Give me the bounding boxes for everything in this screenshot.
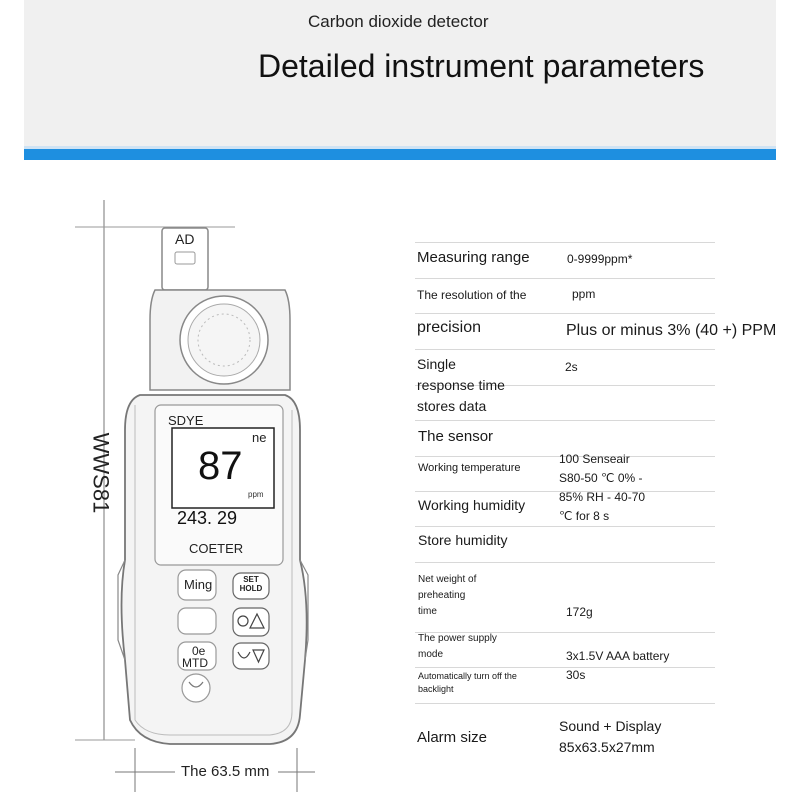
row-divider	[415, 313, 715, 314]
spec-net-weight-line3: time	[418, 606, 437, 617]
spec-backlight-value: 30s	[566, 668, 586, 682]
spec-sensor-value-line4: ℃ for 8 s	[559, 509, 610, 523]
spec-backlight-label-line2: backlight	[418, 684, 454, 694]
height-dimension-label: WWS81	[88, 432, 114, 514]
button-ming-label: Ming	[184, 577, 213, 592]
screen-unit: ppm	[248, 490, 264, 499]
spec-sensor-value-line3: 85% RH - 40-70	[559, 490, 646, 504]
row-divider	[415, 562, 715, 563]
spec-precision-label: precision	[417, 319, 482, 336]
spec-power-value: 3x1.5V AAA battery	[566, 649, 670, 663]
screen-secondary-reading: 243. 29	[177, 508, 238, 528]
spec-alarm-value-line2: 85x63.5x27mm	[559, 739, 655, 755]
spec-power-label-line1: The power supply	[418, 633, 497, 644]
button-mtd-text: MTD	[182, 656, 208, 670]
spec-single-response-value: 2s	[565, 360, 578, 374]
row-divider	[415, 278, 715, 279]
row-divider	[415, 526, 715, 527]
spec-sensor-label: The sensor	[418, 428, 494, 445]
spec-net-weight-line1: Net weight of	[418, 574, 477, 585]
spec-precision-value: Plus or minus 3% (40 +) PPM	[566, 322, 777, 339]
spec-resolution-value: ppm	[572, 287, 596, 301]
probe-label: AD	[175, 231, 195, 247]
screen-unit-top: ne	[252, 430, 267, 445]
screen-bottom-label: COETER	[189, 541, 244, 556]
set-hold-label	[236, 575, 266, 593]
spec-single-response-line3: stores data	[417, 398, 487, 414]
button-mtd-label	[182, 645, 208, 669]
spec-store-humidity-label: Store humidity	[418, 532, 508, 548]
spec-resolution-label: The resolution of the	[417, 288, 527, 302]
spec-backlight-label-line1: Automatically turn off the	[418, 671, 517, 681]
spec-sensor-value-line1: 100 Senseair	[559, 452, 630, 466]
spec-net-weight-value: 172g	[566, 605, 593, 619]
screen-brand: SDYE	[168, 413, 204, 428]
device-illustration	[0, 0, 330, 800]
row-divider	[415, 420, 715, 421]
spec-power-label-line2: mode	[418, 649, 444, 660]
button-0e-text: 0e	[192, 644, 206, 658]
page-subtitle: Carbon dioxide detector	[308, 12, 489, 31]
spec-alarm-label: Alarm size	[417, 729, 488, 746]
spec-net-weight-line2: preheating	[418, 590, 466, 601]
row-divider	[415, 349, 715, 350]
spec-single-response-line1: Single	[417, 356, 456, 372]
screen-reading: 87	[198, 444, 243, 488]
page-title: Detailed instrument parameters	[258, 48, 705, 84]
width-dimension-label: The 63.5 mm	[181, 763, 270, 780]
hold-label: HOLD	[239, 584, 263, 593]
spec-alarm-value-line1: Sound + Display	[559, 718, 662, 734]
set-label: SET	[243, 575, 259, 584]
row-divider	[415, 703, 715, 704]
row-divider	[415, 242, 715, 243]
spec-working-temp-label: Working temperature	[418, 462, 521, 474]
spec-measuring-range-value: 0-9999ppm*	[567, 252, 633, 266]
spec-sensor-value-line2: S80-50 ℃ 0% -	[559, 471, 643, 485]
spec-measuring-range-label: Measuring range	[417, 249, 530, 266]
spec-single-response-line2: response time	[417, 377, 505, 393]
row-divider	[415, 667, 715, 668]
spec-working-humidity-label: Working humidity	[418, 497, 526, 513]
